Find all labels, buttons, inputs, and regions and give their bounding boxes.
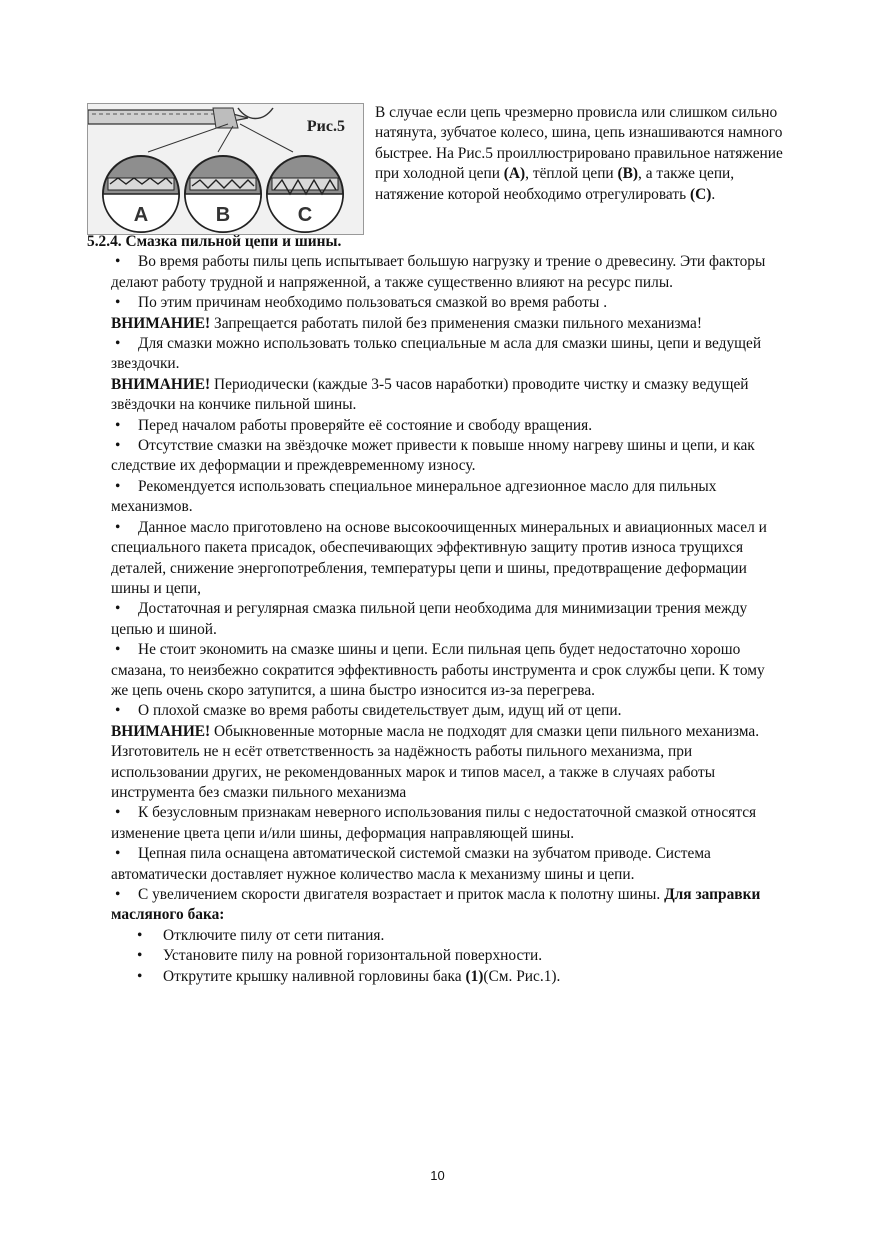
warning-note <box>111 722 779 804</box>
warning-text: Обыкновенные моторные масла не подходят для смазки цепи пильного механизма. Изготовитель не н есёт ответственность за надёжность работы пильного механизма, при использовании других, не рекомендованных марок и типов масел, а также в случаях работы инструмента без смазки пильного механизма <box>111 722 760 801</box>
list-item-text: Для смазки можно использовать только специальные м асла для смазки шины, цепи и ведущей звездочки. <box>111 335 762 373</box>
warning-label: ВНИМАНИЕ! <box>111 314 211 332</box>
bullet-icon: • <box>115 600 121 618</box>
bullet-icon: • <box>115 886 121 903</box>
intro-bold-c: (С) <box>689 185 712 203</box>
list-item <box>111 599 779 640</box>
intro-text-3: , а также цепи, натяжение которой необходимо отрегулировать <box>375 165 735 203</box>
list-item <box>137 926 779 946</box>
bullet-icon: • <box>115 477 121 495</box>
list-item <box>111 640 779 701</box>
list-item-text: Достаточная и регулярная смазка пильной цепи необходима для минимизации трения между цепью и шиной. <box>111 600 748 638</box>
bullet-icon: • <box>115 253 121 271</box>
list-item-text: Не стоит экономить на смазке шины и цепи. Если пильная цепь будет недостаточно хорошо смазана, то неизбежно сократится эффективность работы инструмента и срок службы цепи. К тому же цепь очень скоро затупится, а шина быстро износится из-за перегрева. <box>111 641 765 699</box>
list-item-text: По этим причинам необходимо пользоваться смазкой во время работы . <box>138 294 608 312</box>
list-item-text: Во время работы пилы цепь испытывает большую нагрузку и трение о древесину. Эти факторы делают работу трудной и напряженной, а также существенно влияют на ресурс пилы. <box>111 253 766 291</box>
list-item <box>137 967 779 987</box>
bullet-icon: • <box>115 641 121 659</box>
bullet-icon: • <box>115 804 121 822</box>
list-item-text: Отсутствие смазки на звёздочке может привести к повыше нному нагреву шины и цепи, и как следствие их деформации и преждевременному износу. <box>111 437 755 475</box>
panel-c-letter: C <box>297 204 313 226</box>
panel-b-letter: B <box>215 204 231 226</box>
list-item <box>111 803 779 844</box>
intro-text-4: . <box>711 185 716 203</box>
list-item-bold: (1) <box>465 967 484 985</box>
list-item-tail: (См. Рис.1). <box>483 967 561 985</box>
refill-steps-list <box>111 926 779 987</box>
list-item <box>111 293 779 313</box>
intro-text-1: В случае если цепь чрезмерно провисла или слишком сильно натянута, зубчатое колесо, шина, цепь изнашиваются намного быстрее. На Рис.5 проиллюстрировано правильное натяжение при холодной цепи <box>375 104 783 183</box>
bullet-icon: • <box>115 845 121 863</box>
warning-note <box>111 375 779 416</box>
bullet-icon: • <box>115 335 121 353</box>
list-item <box>111 334 779 375</box>
list-item <box>111 252 779 293</box>
bullet-icon: • <box>115 416 121 434</box>
intro-bold-a: (А) <box>503 165 526 183</box>
list-item-text: Установите пилу на ровной горизонтальной поверхности. <box>163 947 543 965</box>
bullet-icon: • <box>115 437 121 455</box>
list-item-text: Перед началом работы проверяйте её состояние и свободу вращения. <box>138 416 593 434</box>
section-content <box>87 232 779 987</box>
warning-label: ВНИМАНИЕ! <box>111 722 211 740</box>
list-item-bold: Для заправки масляного бака: <box>111 886 761 924</box>
list-item-text: Открутите крышку наливной горловины бака <box>163 967 466 985</box>
list-item <box>111 518 779 600</box>
bullet-icon: • <box>115 518 121 536</box>
list-item <box>111 885 779 926</box>
figure-chain-tension <box>87 103 364 235</box>
warning-text: Запрещается работать пилой без применения смазки пильного механизма! <box>210 314 702 332</box>
list-item <box>111 844 779 885</box>
list-item <box>111 701 779 721</box>
section-title: 5.2.4. Смазка пильной цепи и шины. <box>87 233 342 250</box>
list-item <box>137 946 779 966</box>
list-item-text: С увеличением скорости двигателя возрастает и приток масла к полотну шины. <box>138 886 665 903</box>
list-item <box>111 436 779 477</box>
list-item-text: К безусловным признакам неверного использования пилы с недостаточной смазкой относятся изменение цвета цепи и/или шины, деформация направляющей шины. <box>111 804 757 842</box>
bullet-icon: • <box>137 967 143 985</box>
bullet-icon: • <box>137 926 143 944</box>
warning-text: Периодически (каждые 3-5 часов наработки) проводите чистку и смазку ведущей звёздочки на кончике пильной шины. <box>111 375 749 414</box>
intro-paragraph <box>375 103 785 205</box>
figure-label: Рис.5 <box>306 118 345 135</box>
warning-note <box>111 314 779 334</box>
bullet-icon: • <box>137 947 143 965</box>
bullet-icon: • <box>115 702 121 720</box>
list-item-text: Цепная пила оснащена автоматической системой смазки на зубчатом приводе. Система автоматически доставляет нужное количество масла к механизму шины и цепи. <box>111 845 711 883</box>
list-item-text: Отключите пилу от сети питания. <box>163 926 385 944</box>
list-item <box>111 416 779 436</box>
panel-a-letter: A <box>133 204 149 226</box>
list-item-text: Рекомендуется использовать специальное минеральное адгезионное масло для пильных механизмов. <box>111 477 717 516</box>
warning-label: ВНИМАНИЕ! <box>111 375 211 393</box>
bullet-icon: • <box>115 294 121 312</box>
intro-text-2: , тёплой цепи <box>525 165 618 183</box>
page-number: 10 <box>430 1168 445 1183</box>
intro-bold-b: (В) <box>617 165 639 183</box>
list-item <box>111 477 779 518</box>
list-item-text: О плохой смазке во время работы свидетельствует дым, идущ ий от цепи. <box>138 702 622 720</box>
list-item-text: Данное масло приготовлено на основе высокоочищенных минеральных и авиационных масел и специального пакета присадок, обеспечивающих эффективную защиту против износа трущихся деталей, снижение энергопотребления, температуры цепи и шины, предотвращение деформации шины и цепи, <box>111 518 767 597</box>
